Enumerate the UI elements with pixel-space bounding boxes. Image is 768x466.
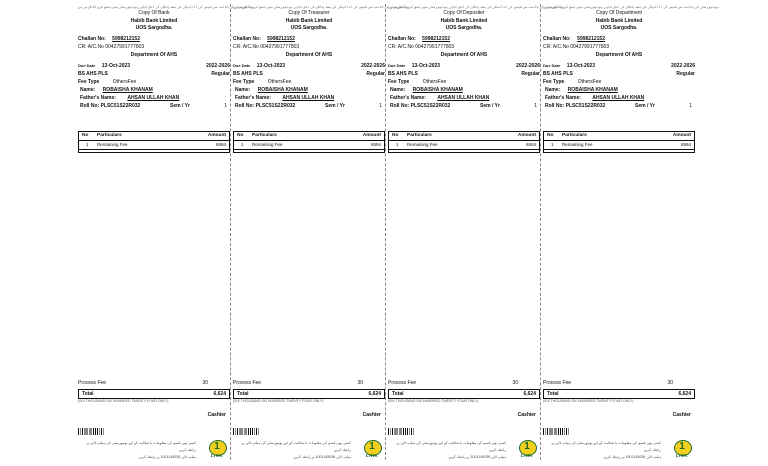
col-particulars: Particulars (562, 133, 587, 138)
fee-type: OthersFee (422, 78, 447, 85)
col-particulars: Particulars (407, 133, 432, 138)
fee-type-label: Fee Type (543, 78, 565, 85)
bank-branch: UOS Sargodha. (135, 25, 173, 31)
fee-type: OthersFee (112, 78, 137, 85)
student-name: ROBAISHA KHANAM (412, 86, 463, 93)
1link-logo: 1 LINK (359, 440, 385, 458)
copy-separator (230, 4, 231, 460)
col-amount: Amount (207, 133, 226, 138)
father-name: AHSAN ULLAH KHAN (127, 94, 180, 101)
1link-logo: 1 LINK (669, 440, 695, 458)
bank-branch: UOS Sargodha. (290, 25, 328, 31)
challan-no: 5998212152 (112, 35, 140, 42)
account-number: CR: A/C.No 00427991777803 (233, 43, 300, 50)
copy-title: Copy Of Depositer (443, 10, 485, 16)
program: BS AHS PLS (233, 70, 263, 77)
total-amount: 6,624 (213, 391, 226, 397)
urdu-helpline-text: کسی بھی قسم کی معلومات یا شکایت کے لیے یونیورسٹی کی ہیلپ لائن پر رابطہ کریں (241, 441, 351, 452)
shift: Regular (521, 70, 540, 77)
fee-table (543, 131, 695, 153)
process-fee: 30 (202, 380, 208, 386)
amount-in-words: (SIX THOUSAND SIX HUNDRED TWENTY FOUR ONLY) (388, 399, 479, 403)
father-name: AHSAN ULLAH KHAN (592, 94, 645, 101)
shift: Regular (676, 70, 695, 77)
challan-no: 5998212152 (422, 35, 450, 42)
father-name-label: Father's Name: (545, 94, 581, 101)
col-no: No (547, 133, 554, 138)
father-name: AHSAN ULLAH KHAN (437, 94, 490, 101)
urdu-notice: یونیورسٹی کی جانب سے فیس کی ادائیگی کے بعد چالان کی اصل کاپی یونیورسٹی میں جمع کروانا لازمی ہے (543, 5, 719, 9)
program: BS AHS PLS (388, 70, 418, 77)
copy-title: Copy Of Bank (138, 10, 170, 16)
bank-name: Habib Bank Limited (285, 17, 333, 24)
urdu-helpline-text: کسی بھی قسم کی معلومات یا شکایت کے لیے یونیورسٹی کی ہیلپ لائن پر رابطہ کریں (86, 441, 196, 452)
shift: Regular (366, 70, 385, 77)
copy-separator (540, 4, 541, 460)
father-name-label: Father's Name: (235, 94, 271, 101)
department: Department Of AHS (130, 51, 178, 58)
due-date-label: Due Date (543, 62, 561, 68)
roll-no-label: Roll No: (235, 102, 255, 109)
bank-name: Habib Bank Limited (130, 17, 178, 24)
father-name: AHSAN ULLAH KHAN (282, 94, 335, 101)
copy-title: Copy Of Department (596, 10, 642, 16)
total-row: Total 6,624 (78, 389, 230, 399)
col-no: No (82, 133, 89, 138)
barcode (543, 428, 569, 435)
challan-copy-bank: یونیورسٹی کی جانب سے فیس کی ادائیگی کے بعد چالان کی اصل کاپی یونیورسٹی میں جمع کروانا لازمی ہے Copy Of Bank Habib Bank Limited UOS Sargodha. Challan No: 5998212152 CR: A/C.No 00427991777803 Department Of AHS Due Date 13-Oct-2023 2022-2026 BS AHS PLS Regular Fee Type OthersFee Name: ROBAISHA KHANAM Father's Name: AHSAN ULLAH KHAN Roll No: PLSC51S22R032 Sem / Yr 1 No Particulars Amount 1 Remaining Fee 6594 Process Fee 30 Total 6,624 (SIX THOUSAND SIX HUNDRED TWENTY FOUR ONLY) Cashier کسی بھی قسم کی معلومات یا شکایت کے لیے یونیورسٹی کی ہیلپ لائن پر رابطہ کریں ہیلپ لائن 1001145036 پر رابطہ کریں 1 LINK (78, 5, 254, 459)
cashier-label: Cashier (672, 412, 691, 418)
roll-no: PLSC51S22R032 (565, 102, 606, 109)
student-name: ROBAISHA KHANAM (102, 86, 153, 93)
father-name-label: Father's Name: (80, 94, 116, 101)
1link-logo: 1 LINK (204, 440, 230, 458)
challan-copy-depositer: یونیورسٹی کی جانب سے فیس کی ادائیگی کے بعد چالان کی اصل کاپی یونیورسٹی میں جمع کروانا لازمی ہے Copy Of Depositer Habib Bank Limited UOS Sargodha. Challan No: 5998212152 CR: A/C.No 00427991777803 Department Of AHS Due Date 13-Oct-2023 2022-2026 BS AHS PLS Regular Fee Type OthersFee Name: ROBAISHA KHANAM Father's Name: AHSAN ULLAH KHAN Roll No: PLSC51S22R032 Sem / Yr 1 No Particulars Amount 1 Remaining Fee 6594 Process Fee 30 Total 6,624 (SIX THOUSAND SIX HUNDRED TWENTY FOUR ONLY) Cashier کسی بھی قسم کی معلومات یا شکایت کے لیے یونیورسٹی کی ہیلپ لائن پر رابطہ کریں ہیلپ لائن 1001145036 پر رابطہ کریں 1 LINK (388, 5, 564, 459)
table-row: 1 Remaining Fee 6594 (551, 142, 691, 147)
col-amount: Amount (672, 133, 691, 138)
account-number: CR: A/C.No 00427991777803 (78, 43, 145, 50)
due-date: 13-Oct-2023 (256, 62, 286, 69)
urdu-helpline-text: کسی بھی قسم کی معلومات یا شکایت کے لیے یونیورسٹی کی ہیلپ لائن پر رابطہ کریں (396, 441, 506, 452)
cashier-label: Cashier (517, 412, 536, 418)
bank-name: Habib Bank Limited (440, 17, 488, 24)
process-fee-label: Process Fee (388, 380, 417, 386)
bank-branch: UOS Sargodha. (445, 25, 483, 31)
col-amount: Amount (517, 133, 536, 138)
challan-no-label: Challan No: (233, 35, 261, 42)
sem-value: 1 (224, 102, 227, 109)
urdu-notice: یونیورسٹی کی جانب سے فیس کی ادائیگی کے بعد چالان کی اصل کاپی یونیورسٹی میں جمع کروانا لازمی ہے (388, 5, 564, 9)
roll-no-label: Roll No: (80, 102, 100, 109)
name-label: Name: (80, 86, 96, 93)
fee-type: OthersFee (267, 78, 292, 85)
total-amount: 6,624 (523, 391, 536, 397)
department: Department Of AHS (285, 51, 333, 58)
challan-no-label: Challan No: (78, 35, 106, 42)
urdu-notice: یونیورسٹی کی جانب سے فیس کی ادائیگی کے بعد چالان کی اصل کاپی یونیورسٹی میں جمع کروانا لازمی ہے (233, 5, 409, 9)
process-fee: 30 (667, 380, 673, 386)
cashier-label: Cashier (362, 412, 381, 418)
challan-no-label: Challan No: (388, 35, 416, 42)
challan-copy-treasurer: یونیورسٹی کی جانب سے فیس کی ادائیگی کے بعد چالان کی اصل کاپی یونیورسٹی میں جمع کروانا لازمی ہے Copy Of Treasurer Habib Bank Limited UOS Sargodha. Challan No: 5998212152 CR: A/C.No 00427991777803 Department Of AHS Due Date 13-Oct-2023 2022-2026 BS AHS PLS Regular Fee Type OthersFee Name: ROBAISHA KHANAM Father's Name: AHSAN ULLAH KHAN Roll No: PLSC51S22R032 Sem / Yr 1 No Particulars Amount 1 Remaining Fee 6594 Process Fee 30 Total 6,624 (SIX THOUSAND SIX HUNDRED TWENTY FOUR ONLY) Cashier کسی بھی قسم کی معلومات یا شکایت کے لیے یونیورسٹی کی ہیلپ لائن پر رابطہ کریں ہیلپ لائن 1001145036 پر رابطہ کریں 1 LINK (233, 5, 409, 459)
barcode (388, 428, 414, 435)
account-number: CR: A/C.No 00427991777803 (543, 43, 610, 50)
challan-copy-department: یونیورسٹی کی جانب سے فیس کی ادائیگی کے بعد چالان کی اصل کاپی یونیورسٹی میں جمع کروانا لازمی ہے Copy Of Department Habib Bank Limited UOS Sargodha. Challan No: 5998212152 CR: A/C.No 00427991777803 Department Of AHS Due Date 13-Oct-2023 2022-2026 BS AHS PLS Regular Fee Type OthersFee Name: ROBAISHA KHANAM Father's Name: AHSAN ULLAH KHAN Roll No: PLSC51S22R032 Sem / Yr 1 No Particulars Amount 1 Remaining Fee 6594 Process Fee 30 Total 6,624 (SIX THOUSAND SIX HUNDRED TWENTY FOUR ONLY) Cashier کسی بھی قسم کی معلومات یا شکایت کے لیے یونیورسٹی کی ہیلپ لائن پر رابطہ کریں ہیلپ لائن 1001145036 پر رابطہ کریں 1 LINK (543, 5, 719, 459)
copy-title: Copy Of Treasurer (288, 10, 330, 16)
sem-label: Sem / Yr (325, 102, 345, 109)
name-label: Name: (235, 86, 251, 93)
amount-in-words: (SIX THOUSAND SIX HUNDRED TWENTY FOUR ONLY) (543, 399, 634, 403)
sem-value: 1 (534, 102, 537, 109)
student-name: ROBAISHA KHANAM (567, 86, 618, 93)
roll-no: PLSC51S22R032 (410, 102, 451, 109)
1link-logo: 1 LINK (514, 440, 540, 458)
table-row: 1 Remaining Fee 6594 (241, 142, 381, 147)
col-particulars: Particulars (252, 133, 277, 138)
process-fee-label: Process Fee (78, 380, 107, 386)
challan-no-label: Challan No: (543, 35, 571, 42)
barcode (78, 428, 104, 435)
name-label: Name: (545, 86, 561, 93)
fee-type-label: Fee Type (233, 78, 255, 85)
bank-branch: UOS Sargodha. (600, 25, 638, 31)
col-amount: Amount (362, 133, 381, 138)
father-name-label: Father's Name: (390, 94, 426, 101)
process-fee: 30 (512, 380, 518, 386)
due-date: 13-Oct-2023 (411, 62, 441, 69)
total-amount: 6,624 (678, 391, 691, 397)
program: BS AHS PLS (543, 70, 573, 77)
fee-table (233, 131, 385, 153)
due-date-label: Due Date (78, 62, 96, 68)
total-amount: 6,624 (368, 391, 381, 397)
cashier-label: Cashier (207, 412, 226, 418)
barcode (233, 428, 259, 435)
fee-type: OthersFee (577, 78, 602, 85)
session: 2022-2026 (206, 62, 230, 69)
challan-no: 5998212152 (267, 35, 295, 42)
fee-table (388, 131, 540, 153)
shift: Regular (211, 70, 230, 77)
process-fee: 30 (357, 380, 363, 386)
roll-no-label: Roll No: (545, 102, 565, 109)
col-no: No (237, 133, 244, 138)
urdu-helpline-text: کسی بھی قسم کی معلومات یا شکایت کے لیے یونیورسٹی کی ہیلپ لائن پر رابطہ کریں (551, 441, 661, 452)
amount-in-words: (SIX THOUSAND SIX HUNDRED TWENTY FOUR ONLY) (78, 399, 169, 403)
due-date-label: Due Date (388, 62, 406, 68)
table-row: 1 Remaining Fee 6594 (86, 142, 226, 147)
roll-no: PLSC51S22R032 (100, 102, 141, 109)
account-number: CR: A/C.No 00427991777803 (388, 43, 455, 50)
fee-table (78, 131, 230, 153)
sem-value: 1 (379, 102, 382, 109)
session: 2022-2026 (516, 62, 540, 69)
challan-no: 5998212152 (577, 35, 605, 42)
program: BS AHS PLS (78, 70, 108, 77)
process-fee-label: Process Fee (543, 380, 572, 386)
table-row: 1 Remaining Fee 6594 (396, 142, 536, 147)
session: 2022-2026 (671, 62, 695, 69)
copy-separator (385, 4, 386, 460)
name-label: Name: (390, 86, 406, 93)
total-row: Total 6,624 (233, 389, 385, 399)
amount-in-words: (SIX THOUSAND SIX HUNDRED TWENTY FOUR ONLY) (233, 399, 324, 403)
sem-label: Sem / Yr (170, 102, 190, 109)
sem-value: 1 (689, 102, 692, 109)
fee-type-label: Fee Type (78, 78, 100, 85)
urdu-notice: یونیورسٹی کی جانب سے فیس کی ادائیگی کے بعد چالان کی اصل کاپی یونیورسٹی میں جمع کروانا لازمی ہے (78, 5, 254, 9)
department: Department Of AHS (440, 51, 488, 58)
department: Department Of AHS (595, 51, 643, 58)
due-date: 13-Oct-2023 (566, 62, 596, 69)
sem-label: Sem / Yr (635, 102, 655, 109)
student-name: ROBAISHA KHANAM (257, 86, 308, 93)
due-date-label: Due Date (233, 62, 251, 68)
bank-name: Habib Bank Limited (595, 17, 643, 24)
total-row: Total 6,624 (543, 389, 695, 399)
col-no: No (392, 133, 399, 138)
due-date: 13-Oct-2023 (101, 62, 131, 69)
roll-no: PLSC51S22R032 (255, 102, 296, 109)
session: 2022-2026 (361, 62, 385, 69)
total-row: Total 6,624 (388, 389, 540, 399)
process-fee-label: Process Fee (233, 380, 262, 386)
roll-no-label: Roll No: (390, 102, 410, 109)
sem-label: Sem / Yr (480, 102, 500, 109)
fee-type-label: Fee Type (388, 78, 410, 85)
col-particulars: Particulars (97, 133, 122, 138)
